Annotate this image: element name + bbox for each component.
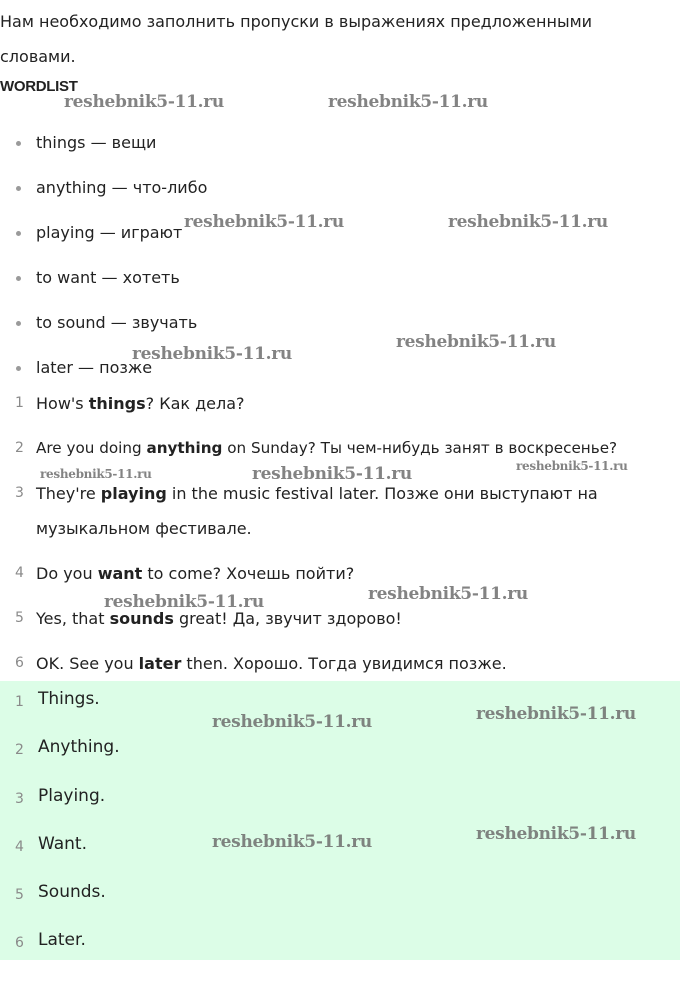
sentence-text: OK. See you later then. Хорошо. Тогда увидимся позже. (36, 654, 507, 673)
watermark: reshebnik5-11.ru (516, 459, 628, 473)
watermark: reshebnik5-11.ru (368, 584, 528, 604)
sentence-number: 4 (15, 565, 24, 581)
answer-item (0, 880, 680, 910)
answer-text: Playing. (38, 786, 106, 806)
watermark: reshebnik5-11.ru (132, 344, 292, 364)
watermark: reshebnik5-11.ru (212, 712, 372, 732)
answer-number: 6 (15, 935, 24, 951)
answer-text: Later. (38, 930, 86, 950)
watermark: reshebnik5-11.ru (212, 832, 372, 852)
watermark: reshebnik5-11.ru (104, 592, 264, 612)
answer-word: later (138, 654, 182, 673)
sentence-number: 6 (15, 655, 24, 671)
answer-number: 2 (15, 742, 24, 758)
wordlist-item-text: to want — хотеть (36, 268, 180, 287)
answer-word: sounds (109, 609, 174, 628)
watermark: reshebnik5-11.ru (396, 332, 556, 352)
sentence-number: 5 (15, 610, 24, 626)
answer-text: Sounds. (38, 882, 106, 902)
bullet-icon (16, 141, 21, 146)
answer-number: 5 (15, 887, 24, 903)
answer-text: Things. (38, 689, 100, 709)
wordlist-item-text: playing — играют (36, 223, 183, 242)
bullet-icon (16, 366, 21, 371)
wordlist-item-text: to sound — звучать (36, 313, 198, 332)
sentence-text: They're playing in the music festival later. Позже они выступают на музыкальном фестивале. (36, 484, 598, 538)
watermark: reshebnik5-11.ru (476, 824, 636, 844)
wordlist-heading: WORDLIST (0, 78, 78, 95)
sentence-text: Are you doing anything on Sunday? Ты чем-нибудь занят в воскресенье? (36, 439, 618, 457)
wordlist-item-text: anything — что-либо (36, 178, 208, 197)
watermark: reshebnik5-11.ru (252, 464, 412, 484)
bullet-icon (16, 231, 21, 236)
sentence-number: 1 (15, 395, 24, 411)
answer-number: 1 (15, 694, 24, 710)
wordlist-item-text: later — позже (36, 358, 153, 377)
bullet-icon (16, 186, 21, 191)
watermark: reshebnik5-11.ru (184, 212, 344, 232)
answer-text: Want. (38, 834, 87, 854)
answer-word: want (97, 564, 143, 583)
answer-item (0, 928, 680, 958)
sentence-number: 3 (15, 485, 24, 501)
answer-number: 4 (15, 839, 24, 855)
sentence-text: How's things? Как дела? (36, 394, 245, 413)
watermark: reshebnik5-11.ru (448, 212, 608, 232)
sentence-number: 2 (15, 440, 24, 456)
answer-word: playing (100, 484, 167, 503)
sentence-text: Do you want to come? Хочешь пойти? (36, 564, 355, 583)
bullet-icon (16, 321, 21, 326)
answer-item (0, 735, 680, 765)
answer-item (0, 784, 680, 814)
bullet-icon (16, 276, 21, 281)
watermark: reshebnik5-11.ru (40, 467, 152, 481)
answer-number: 3 (15, 791, 24, 807)
watermark: reshebnik5-11.ru (328, 92, 488, 112)
watermark: reshebnik5-11.ru (64, 92, 224, 112)
task-instruction: Нам необходимо заполнить пропуски в выражениях предложенными словами. (0, 12, 593, 66)
answer-word: anything (146, 439, 223, 457)
watermark: reshebnik5-11.ru (476, 704, 636, 724)
answer-word: things (88, 394, 146, 413)
answer-text: Anything. (38, 737, 120, 757)
wordlist-item-text: things — вещи (36, 133, 157, 152)
sentence-text: Yes, that sounds great! Да, звучит здорово! (36, 609, 402, 628)
